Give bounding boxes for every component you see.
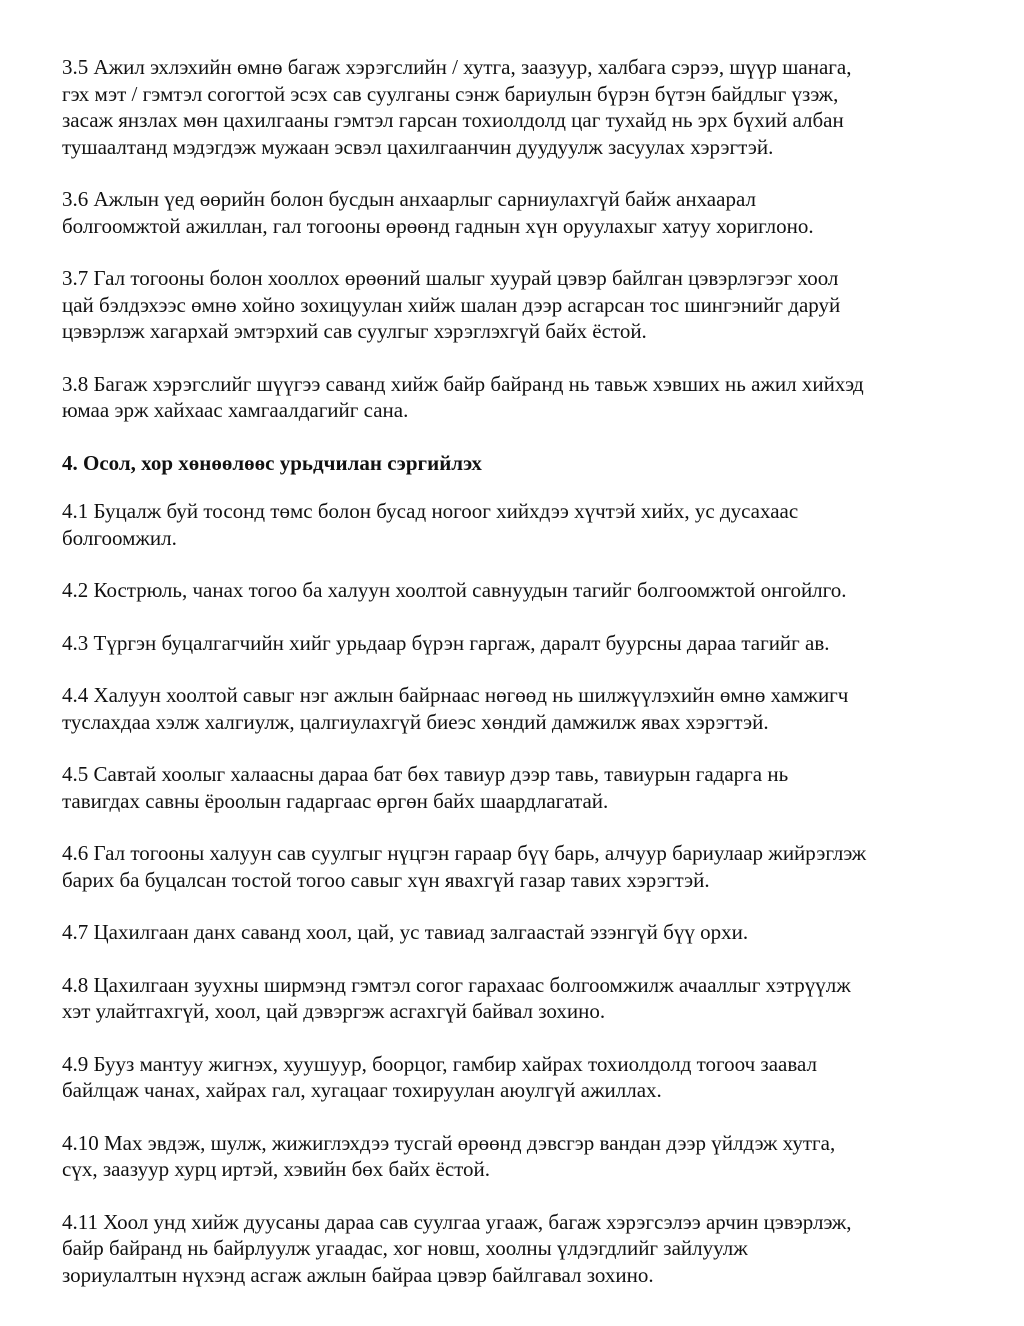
- section-heading: 4. Осол, хор хөнөөлөөс урьдчилан сэргийлэх: [62, 450, 482, 475]
- paragraph-4-3: [62, 630, 970, 657]
- paragraph-4-4: [62, 682, 970, 735]
- text-line: барих ба буцалсан тостой тогоо савыг хүн явахгүй газар тавих хэрэгтэй.: [62, 867, 710, 892]
- text-line: 4.2 Кострюль, чанах тогоо ба халуун хоолтой савнуудын тагийг болгоомжтой онгойлго.: [62, 578, 847, 602]
- text-line: 4.6 Гал тогооны халуун сав суулгыг нүцгэн гараар бүү барь, алчуур бариулаар жийрэглэж: [62, 841, 867, 865]
- text-line: байлцаж чанах, хайрах гал, хугацааг тохируулан аюулгүй ажиллах.: [62, 1078, 662, 1102]
- text-line: засаж янзлах мөн цахилгааны гэмтэл гарсан тохиолдолд цаг тухайд нь эрх бүхий албан: [62, 108, 844, 132]
- text-line: болгоомжил.: [62, 525, 177, 550]
- paragraph-3-5: [62, 54, 970, 160]
- text-line: 4.7 Цахилгаан данх саванд хоол, цай, ус тавиад залгаастай эзэнгүй бүү орхи.: [62, 920, 749, 944]
- text-line: болгоомжтой ажиллан, гал тогооны өрөөнд гаднын хүн оруулахыг хатуу хориглоно.: [62, 213, 814, 238]
- text-line: 3.8 Багаж хэрэгслийг шүүгээ саванд хийж байр байранд нь тавьж хэвших нь ажил хийхэд: [62, 371, 864, 396]
- paragraph-4-6: [62, 840, 970, 893]
- text-line: тушаалтанд мэдэгдэж мужаан эсвэл цахилгаанчин дуудуулж засуулах хэрэгтэй.: [62, 134, 774, 159]
- text-line: 4.9 Бууз мантуу жигнэх, хуушуур, боорцог, гамбир хайрах тохиолдолд тогооч заавал: [62, 1051, 817, 1076]
- text-line: 3.6 Ажлын үед өөрийн болон бусдын анхаарлыг сарниулахгүй байж анхаарал: [62, 187, 756, 211]
- paragraph-4-5: [62, 761, 970, 814]
- paragraph-4-7: [62, 919, 970, 946]
- text-line: 4.1 Буцалж буй тосонд төмс болон бусад ногоог хийхдээ хүчтэй хийх, ус дусахаас: [62, 499, 799, 523]
- text-line: 4.11 Хоол унд хийж дуусаны дараа сав суулгаа угааж, багаж хэрэгсэлээ арчин цэвэрлэж,: [62, 1209, 852, 1234]
- paragraph-4-8: [62, 972, 970, 1025]
- paragraph-4-9: [62, 1051, 970, 1104]
- text-line: 3.7 Гал тогооны болон хооллох өрөөний шалыг хуурай цэвэр байлган цэвэрлэгээг хоол: [62, 266, 839, 290]
- text-line: 4.5 Савтай хоолыг халаасны дараа бат бөх тавиур дээр тавь, тавиурын гадарга нь: [62, 762, 789, 786]
- text-line: 4.4 Халуун хоолтой савыг нэг ажлын байрнаас нөгөөд нь шилжүүлэхийн өмнө хамжигч: [62, 683, 849, 707]
- paragraph-3-6: [62, 186, 970, 239]
- text-line: тавигдах савны ёроолын гадаргаас өргөн байх шаардлагатай.: [62, 788, 609, 813]
- text-line: 4.3 Түргэн буцалгагчийн хийг урьдаар бүрэн гаргаж, даралт буурсны дараа тагийг ав.: [62, 630, 830, 655]
- text-line: хэт улайтгахгүй, хоол, цай дэвэргэж асгахгүй байвал зохино.: [62, 999, 606, 1023]
- text-line: цэвэрлэж хагархай эмтэрхий сав суулгыг хэрэглэхгүй байх ёстой.: [62, 319, 647, 343]
- text-line: 4.10 Мах эвдэж, шулж, жижиглэхдээ тусгай өрөөнд дэвсгэр вандан дээр үйлдэж хутга,: [62, 1130, 836, 1155]
- text-line: 3.5 Ажил эхлэхийн өмнө багаж хэрэгслийн / хутга, заазуур, халбага сэрээ, шүүр шанага,: [62, 55, 852, 79]
- text-line: сүх, заазуур хурц иртэй, хэвийн бөх байх ёстой.: [62, 1157, 491, 1181]
- text-line: 4.8 Цахилгаан зуухны ширмэнд гэмтэл согог гарахаас болгоомжилж ачааллыг хэтрүүлж: [62, 972, 851, 997]
- text-line: зориулалтын нүхэнд асгаж ажлын байраа цэвэр байлгавал зохино.: [62, 1262, 654, 1287]
- text-line: байр байранд нь байрлуулж угаадас, хог новш, хоолны үлдэгдлийг зайлуулж: [62, 1236, 748, 1260]
- paragraph-4-2: [62, 577, 970, 604]
- text-line: цай бэлдэхээс өмнө хойно зохицуулан хийж шалан дээр асгарсан тос шингэнийг даруй: [62, 292, 841, 317]
- paragraph-3-7: [62, 265, 970, 345]
- paragraph-4-1: [62, 498, 970, 551]
- text-line: туслахдаа хэлж халгиулж, цалгиулахгүй биеэс хөндий дамжилж явах хэрэгтэй.: [62, 709, 769, 734]
- text-line: юмаа эрж хайхаас хамгаалдагийг сана.: [62, 398, 409, 422]
- paragraph-3-8: [62, 371, 970, 424]
- paragraph-4-11: [62, 1209, 970, 1289]
- paragraph-4-10: [62, 1130, 970, 1183]
- document-page: [62, 54, 970, 1314]
- text-line: гэх мэт / гэмтэл согогтой эсэх сав суулганы сэнж бариулын бүрэн бүтэн байдлыг үзэж,: [62, 81, 839, 106]
